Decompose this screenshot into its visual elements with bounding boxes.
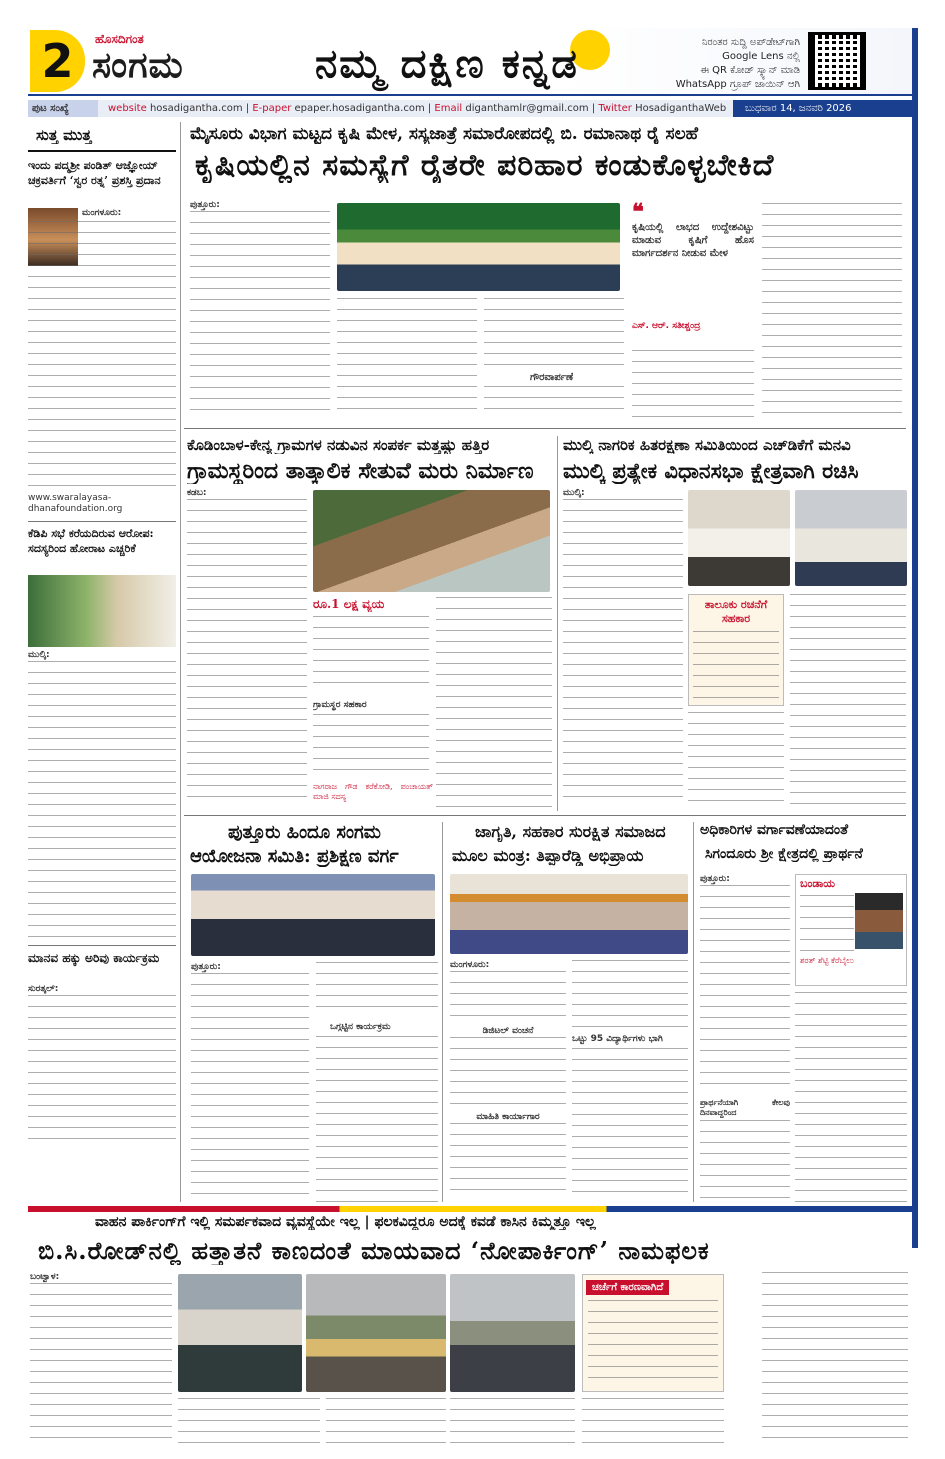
qr-line: WhatsApp ಗ್ರೂಪ್ ಜಾಯಿನ್ ಆಗಿ: [675, 79, 800, 90]
mulki-dateline: ಮುಲ್ಕಿ:: [563, 488, 585, 498]
prayer-dateline: ಪುತ್ತೂರು:: [700, 874, 730, 884]
prayer-headline-2[interactable]: ಸಿಗಂದೂರು ಶ್ರೀ ಕ್ಷೇತ್ರದಲ್ಲಿ ಪ್ರಾರ್ಥನೆ: [705, 846, 863, 862]
brand-subtitle: ಹೊಸದಿಗಂತ: [95, 32, 144, 46]
bottom-photo-2: [306, 1274, 446, 1392]
mulki-headline[interactable]: ಮುಲ್ಕಿ ಪ್ರತ್ಯೇಕ ವಿಧಾನಸಭಾ ಕ್ಷೇತ್ರವಾಗಿ ರಚಿಸಿ: [563, 458, 859, 483]
sidebar-heading: ಸುತ್ತ ಮುತ್ತ: [36, 126, 92, 144]
mulki-box: [688, 594, 784, 706]
prayer-box-photo: [855, 893, 903, 949]
prayer-col1b: [700, 1120, 790, 1202]
bottom-body-6: [762, 1272, 908, 1444]
hindu-photo: [191, 874, 435, 956]
column-divider: [557, 436, 558, 811]
lead-subhead: ಗೌರವಾರ್ಪಣೆ: [530, 372, 574, 383]
bottom-photo-3: [450, 1274, 575, 1392]
prayer-col1: [700, 874, 790, 1094]
bridge-body: [187, 499, 307, 804]
lead-dateline: ಪುತ್ತೂರು:: [190, 200, 220, 210]
qr-instructions: [650, 36, 800, 92]
twitter-label: Twitter: [598, 103, 632, 114]
story2-dateline: ಮುಲ್ಕಿ:: [28, 650, 50, 660]
brand-logo: ಸಂಗಮ: [92, 44, 184, 86]
bridge-photo: [313, 490, 550, 592]
story2-title[interactable]: ಕೆಡಿಪಿ ಸಭೆ ಕರೆಯದಿರುವ ಆರೋಪ: ಸದಸ್ಯರಿಂದ ಹೋರಾಟ ಎಚ್ಚರಿಕೆ: [28, 527, 154, 555]
bridge-callout-body: [313, 616, 429, 686]
lead-quote: [632, 199, 754, 343]
story1-body: [28, 221, 176, 491]
sidebar-rule: [28, 945, 176, 946]
jagruti-col2a: [572, 960, 688, 1030]
jagruti-headline-1[interactable]: ಜಾಗೃತಿ, ಸಹಕಾರ ಸುರಕ್ಷಿತ ಸಮಾಜದ: [475, 822, 666, 841]
jagruti-headline-2[interactable]: ಮೂಲ ಮಂತ್ರ: ತಿಪ್ಪಾರೆಡ್ಡಿ ಅಭಿಪ್ರಾಯ: [452, 846, 644, 865]
prayer-box-title: ಬಂಡಾಯ: [800, 877, 835, 890]
bottom-body-1: [30, 1283, 172, 1439]
story1-dateline: ಮಂಗಳೂರು:: [82, 208, 122, 218]
jagruti-sub2: ಒಟ್ಟು 95 ವಿದ್ಯಾರ್ಥಿಗಳು ಭಾಗಿ: [572, 1034, 663, 1044]
page-label: ಪುಟ ಸಂಖ್ಯೆ: [28, 100, 98, 117]
right-accent-bar: [912, 28, 918, 1248]
sidebar-heading-rule: [28, 150, 176, 152]
bottom-strip: [28, 1206, 918, 1212]
issue-date: ಬುಧವಾರ 14, ಜನವರಿ 2026: [733, 100, 918, 117]
contact-links: website hosadigantha.com | E-paper epaper.hosadigantha.com | Email diganthamlr@gmail.com | Twitter HosadiganthaWeb: [108, 103, 727, 114]
hindu-headline-1[interactable]: ಪುತ್ತೂರು ಹಿಂದೂ ಸಂಗಮ: [228, 822, 381, 843]
jagruti-sub1: ಡಿಜಿಟಲ್ ವಂಚನೆ: [482, 1026, 534, 1036]
website-label: website: [108, 103, 147, 114]
email-link[interactable]: diganthamlr@gmail.com: [465, 103, 589, 114]
story2-photo: [28, 575, 176, 647]
section-rule: [184, 428, 906, 429]
qr-line: Google Lens ನಲ್ಲಿ: [722, 51, 800, 62]
bottom-body-2: [178, 1398, 320, 1444]
lead-body-col5: [762, 203, 902, 418]
bridge-sub: ಗ್ರಾಮಸ್ಥರ ಸಹಕಾರ: [313, 700, 367, 710]
sidebar-divider: [180, 122, 181, 1202]
prayer-box-body: [800, 895, 854, 951]
story3-dateline: ಸುರತ್ಕಲ್:: [28, 984, 59, 994]
hindu-body: [191, 973, 309, 1198]
section-title: ನಮ್ಮ ದಕ್ಷಿಣ ಕನ್ನಡ: [315, 40, 579, 87]
jagruti-col1: [450, 960, 566, 1202]
bridge-headline[interactable]: ಗ್ರಾಮಸ್ಥರಿಂದ ತಾತ್ಕಾಲಿಕ ಸೇತುವೆ ಮರು ನಿರ್ಮಾಣ: [187, 458, 534, 484]
mulki-box-body: [693, 631, 779, 699]
column-divider: [693, 822, 694, 1202]
lead-headline[interactable]: ಕೃಷಿಯಲ್ಲಿನ ಸಮಸ್ಯೆಗೆ ರೈತರೇ ಪರಿಹಾರ ಕಂಡುಕೊಳ್ಳಬೇಕಿದೆ: [195, 148, 775, 183]
bottom-body-4: [450, 1398, 575, 1444]
epaper-label: E-paper: [252, 103, 292, 114]
jagruti-col2b: [572, 1048, 688, 1202]
info-bar: [28, 100, 918, 117]
mulki-col1: [563, 488, 683, 808]
bridge-col3: [436, 597, 552, 809]
lead-body-col3: [484, 298, 624, 368]
bottom-headline[interactable]: ಬಿ.ಸಿ.ರೋಡ್‌ನಲ್ಲಿ ಹತ್ತಾತನೆ ಕಾಣದಂತೆ ಮಾಯವಾದ ‘ನೋಪಾರ್ಕಿಂಗ್’ ನಾಮಫಲಕ: [38, 1236, 710, 1265]
bottom-kicker[interactable]: ವಾಹನ ಪಾರ್ಕಿಂಗ್‌ಗೆ ಇಲ್ಲಿ ಸಮರ್ಪಕವಾದ ವ್ಯವಸ್ಥೆಯೇ ಇಲ್ಲ | ಫಲಕವಿದ್ದರೂ ಅದಕ್ಕೆ ಕವಡೆ ಕಾಸಿನ ಕಿಮ್ಮತ್ತೂ ಇಲ್ಲ: [95, 1214, 596, 1230]
prayer-col2: [795, 992, 907, 1202]
bottom-body-5: [582, 1398, 724, 1444]
lead-body-col4b: [632, 350, 754, 418]
lead-kicker[interactable]: ಮೈಸೂರು ವಿಭಾಗ ಮಟ್ಟದ ಕೃಷಿ ಮೇಳ, ಸಸ್ಯಜಾತ್ರೆ ಸಮಾರೋಪದಲ್ಲಿ ಬಿ. ರಮಾನಾಥ ರೈ ಸಲಹೆ: [190, 124, 699, 144]
mulki-box-title: ತಾಲೂಕು ರಚನೆಗೆ ಸಹಕಾರ: [704, 598, 768, 625]
quote-author: ಎಸ್. ಆರ್. ಸತೀಶ್ಚಂದ್ರ: [632, 321, 701, 331]
lead-body-lines: [190, 211, 330, 416]
mulki-photo-1: [688, 490, 790, 586]
epaper-link[interactable]: epaper.hosadigantha.com: [294, 103, 425, 114]
jagruti-photo: [450, 874, 688, 954]
hindu-headline-2[interactable]: ಆಯೋಜನಾ ಸಮಿತಿ: ಪ್ರಶಿಕ್ಷಣ ವರ್ಗ: [190, 846, 399, 867]
column-divider: [442, 822, 443, 1202]
sidebar-rule: [28, 521, 176, 522]
bridge-callout: [313, 597, 429, 687]
page-number: 2: [30, 30, 85, 92]
sidebar: [28, 122, 176, 1202]
quote-icon: ❝: [632, 199, 644, 225]
jagruti-dateline: ಮಂಗಳೂರು:: [450, 960, 490, 970]
twitter-link[interactable]: HosadiganthaWeb: [635, 103, 727, 114]
bridge-callout-title: ರೂ.1 ಲಕ್ಷ ವ್ಯಯ: [313, 597, 385, 611]
email-label: Email: [434, 103, 463, 114]
hindu-sub: ಒಗ್ಗಟ್ಟಿನ ಕಾರ್ಯಕ್ರಮ: [330, 1022, 391, 1032]
mulki-col3: [790, 594, 906, 808]
lead-body-col2: [337, 298, 477, 416]
story1-title[interactable]: ಇಂದು ಪದ್ಮಶ್ರೀ ಪಂಡಿತ್ ಆಜ್ಞೋಯ್ ಚಕ್ರವರ್ತಿಗೆ ‘ಸ್ವರ ರತ್ನ’ ಪ್ರಶಸ್ತಿ ಪ್ರದಾನ: [28, 159, 161, 187]
bottom-dateline: ಬಂಟ್ವಾಳ:: [30, 1272, 60, 1282]
website-link[interactable]: hosadigantha.com: [149, 103, 243, 114]
story3-title[interactable]: ಮಾನವ ಹಕ್ಕು ಅರಿವು ಕಾರ್ಯಕ್ರಮ: [28, 951, 160, 965]
jagruti-body-2: [450, 1037, 566, 1112]
jagruti-body-3: [450, 1123, 566, 1193]
hindu-col2b: [316, 1036, 438, 1202]
qr-line: ನಿರಂತರ ಸುದ್ದಿ ಅಪ್‌ಡೇಟ್‌ಗಾಗಿ: [701, 37, 800, 48]
prayer-box-caption: ಶರತ್ ಶೆಟ್ಟಿ ಕೆರೆಬೈಲು: [800, 956, 854, 965]
mulki-col2b: [688, 712, 784, 808]
prayer-box: [795, 874, 907, 986]
lead-body-col1: [190, 200, 330, 418]
jagruti-sub3: ಮಾಹಿತಿ ಕಾರ್ಯಾಗಾರ: [476, 1112, 540, 1122]
lead-body-col3b: [484, 386, 624, 418]
hindu-col2a: [316, 962, 438, 1017]
story3-body: [28, 995, 176, 1145]
prayer-body: [700, 885, 790, 1093]
qr-line: ಈ QR ಕೋಡ್ ಸ್ಕ್ಯಾನ್ ಮಾಡಿ: [700, 65, 800, 76]
bottom-col1: [30, 1272, 172, 1442]
bottom-photo-1: [178, 1274, 302, 1392]
quote-text: ಕೃಷಿಯಲ್ಲಿ ಲಾಭದ ಉದ್ದೇಶವಿಟ್ಟು ಮಾಡುವ ಕೃಷಿಗೆ ಹೊಸ ಮಾರ್ಗದರ್ಶನ ನೀಡುವ ಮೇಳ: [632, 222, 754, 259]
bridge-kicker[interactable]: ಕೊಡಿಂಬಾಳ-ಕೇನ್ಯ ಗ್ರಾಮಗಳ ನಡುವಿನ ಸಂಪರ್ಕ ಮತ್ತಷ್ಟು ಹತ್ತಿರ: [187, 436, 490, 454]
bottom-body-3: [326, 1398, 446, 1444]
bottom-right-cols: [762, 1272, 908, 1444]
prayer-headline-1[interactable]: ಅಧಿಕಾರಿಗಳ ವರ್ಗಾವಣೆಯಾದಂತೆ: [700, 822, 849, 838]
bridge-col2b: [313, 714, 429, 774]
lead-photo: [337, 203, 620, 291]
bridge-credit: ನಾಗರಾಜ ಗೌಡ ಕರೆಕೋಡಿ, ಪಂಚಾಯತ್ ಮಾಜಿ ಸದಸ್ಯ: [313, 782, 433, 801]
hindu-col1: [191, 962, 309, 1202]
mulki-kicker[interactable]: ಮುಲ್ಕಿ ನಾಗರಿಕ ಹಿತರಕ್ಷಣಾ ಸಮಿತಿಯಿಂದ ಎಚ್‌ಡಿಕೆಗೆ ಮನವಿ: [563, 436, 851, 454]
section-rule: [184, 815, 906, 816]
jagruti-body-1: [450, 971, 566, 1026]
bridge-col1: [187, 488, 307, 808]
bridge-dateline: ಕಡಬ:: [187, 488, 207, 498]
story1-url[interactable]: www.swaralayasa-dhanafoundation.org: [28, 493, 123, 514]
bottom-callout-title: ಚರ್ಚೆಗೆ ಕಾರಣವಾಗಿದೆ: [586, 1280, 669, 1295]
prayer-sub: ಪ್ರಾರ್ಥನೆಯಾಗಿ ಕೇಲವು ದಿನವಾದ್ದರಿಂದ: [700, 1098, 790, 1117]
mulki-body: [563, 499, 683, 804]
hindu-dateline: ಪುತ್ತೂರು:: [191, 962, 221, 972]
story2-body: [28, 661, 176, 941]
qr-code-pattern: [815, 39, 859, 83]
mulki-photo-2: [795, 490, 907, 586]
